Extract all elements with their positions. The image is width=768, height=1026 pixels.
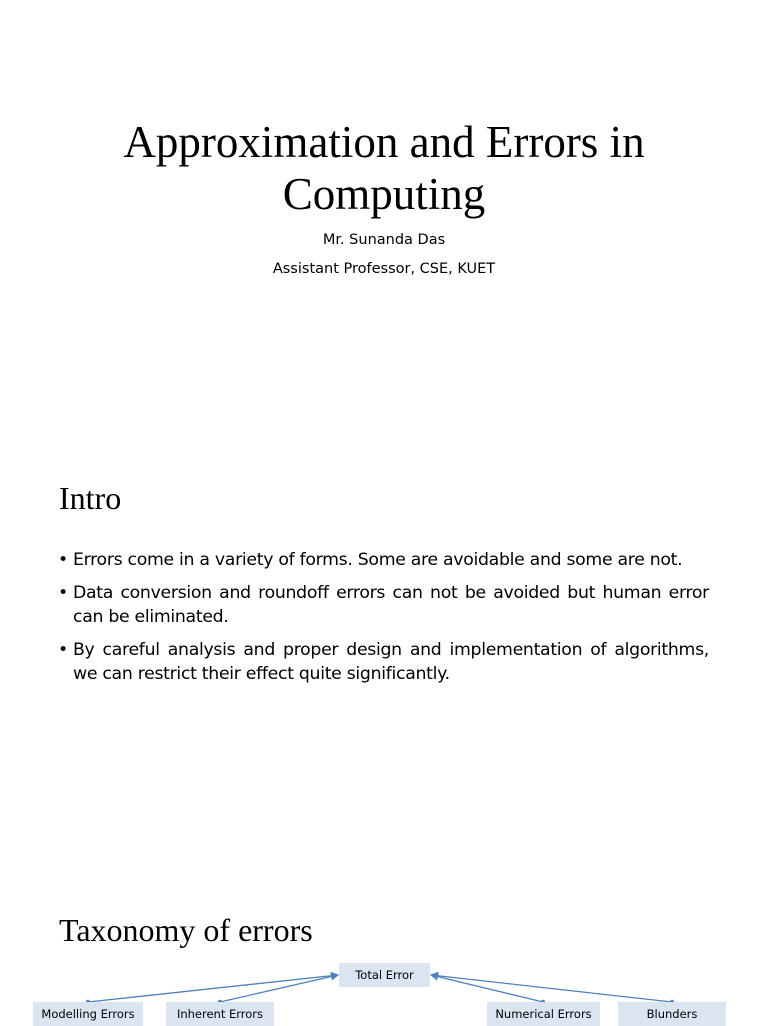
intro-heading: Intro xyxy=(59,480,122,516)
node-numerical-errors: Numerical Errors xyxy=(487,1002,600,1026)
connector-numerical xyxy=(431,975,543,1002)
node-total-error: Total Error xyxy=(339,963,430,987)
author-name: Mr. Sunanda Das xyxy=(322,232,446,248)
node-blunders: Blunders xyxy=(618,1002,726,1026)
intro-slide xyxy=(0,432,768,864)
bullet-text: Errors come in a variety of forms. Some are avoidable and some are not. xyxy=(73,550,683,570)
bullet-marker: • xyxy=(58,640,68,660)
title-slide xyxy=(0,0,768,432)
node-inherent-errors: Inherent Errors xyxy=(166,1002,274,1026)
bullet-marker: • xyxy=(58,583,68,603)
taxonomy-diagram xyxy=(0,864,768,1024)
bullet-item xyxy=(57,638,709,686)
node-modelling-errors: Modelling Errors xyxy=(33,1002,143,1026)
bullet-item xyxy=(57,581,709,629)
connector-modelling xyxy=(88,975,338,1002)
taxonomy-slide xyxy=(0,864,768,1024)
connector-blunders xyxy=(431,975,672,1002)
bullet-marker: • xyxy=(58,550,68,570)
intro-bullet-list xyxy=(57,548,709,695)
author-affiliation: Assistant Professor, CSE, KUET xyxy=(272,261,496,277)
connector-inherent xyxy=(220,975,338,1002)
bullet-text: Data conversion and roundoff errors can not be avoided but human error can be eliminated. xyxy=(73,583,709,627)
presentation-title: Approximation and Errors in Computing xyxy=(123,117,645,219)
bullet-text: By careful analysis and proper design and implementation of algorithms, we can restrict their effect quite significantly. xyxy=(73,640,709,684)
bullet-item xyxy=(57,548,709,572)
taxonomy-heading: Taxonomy of errors xyxy=(59,912,313,948)
